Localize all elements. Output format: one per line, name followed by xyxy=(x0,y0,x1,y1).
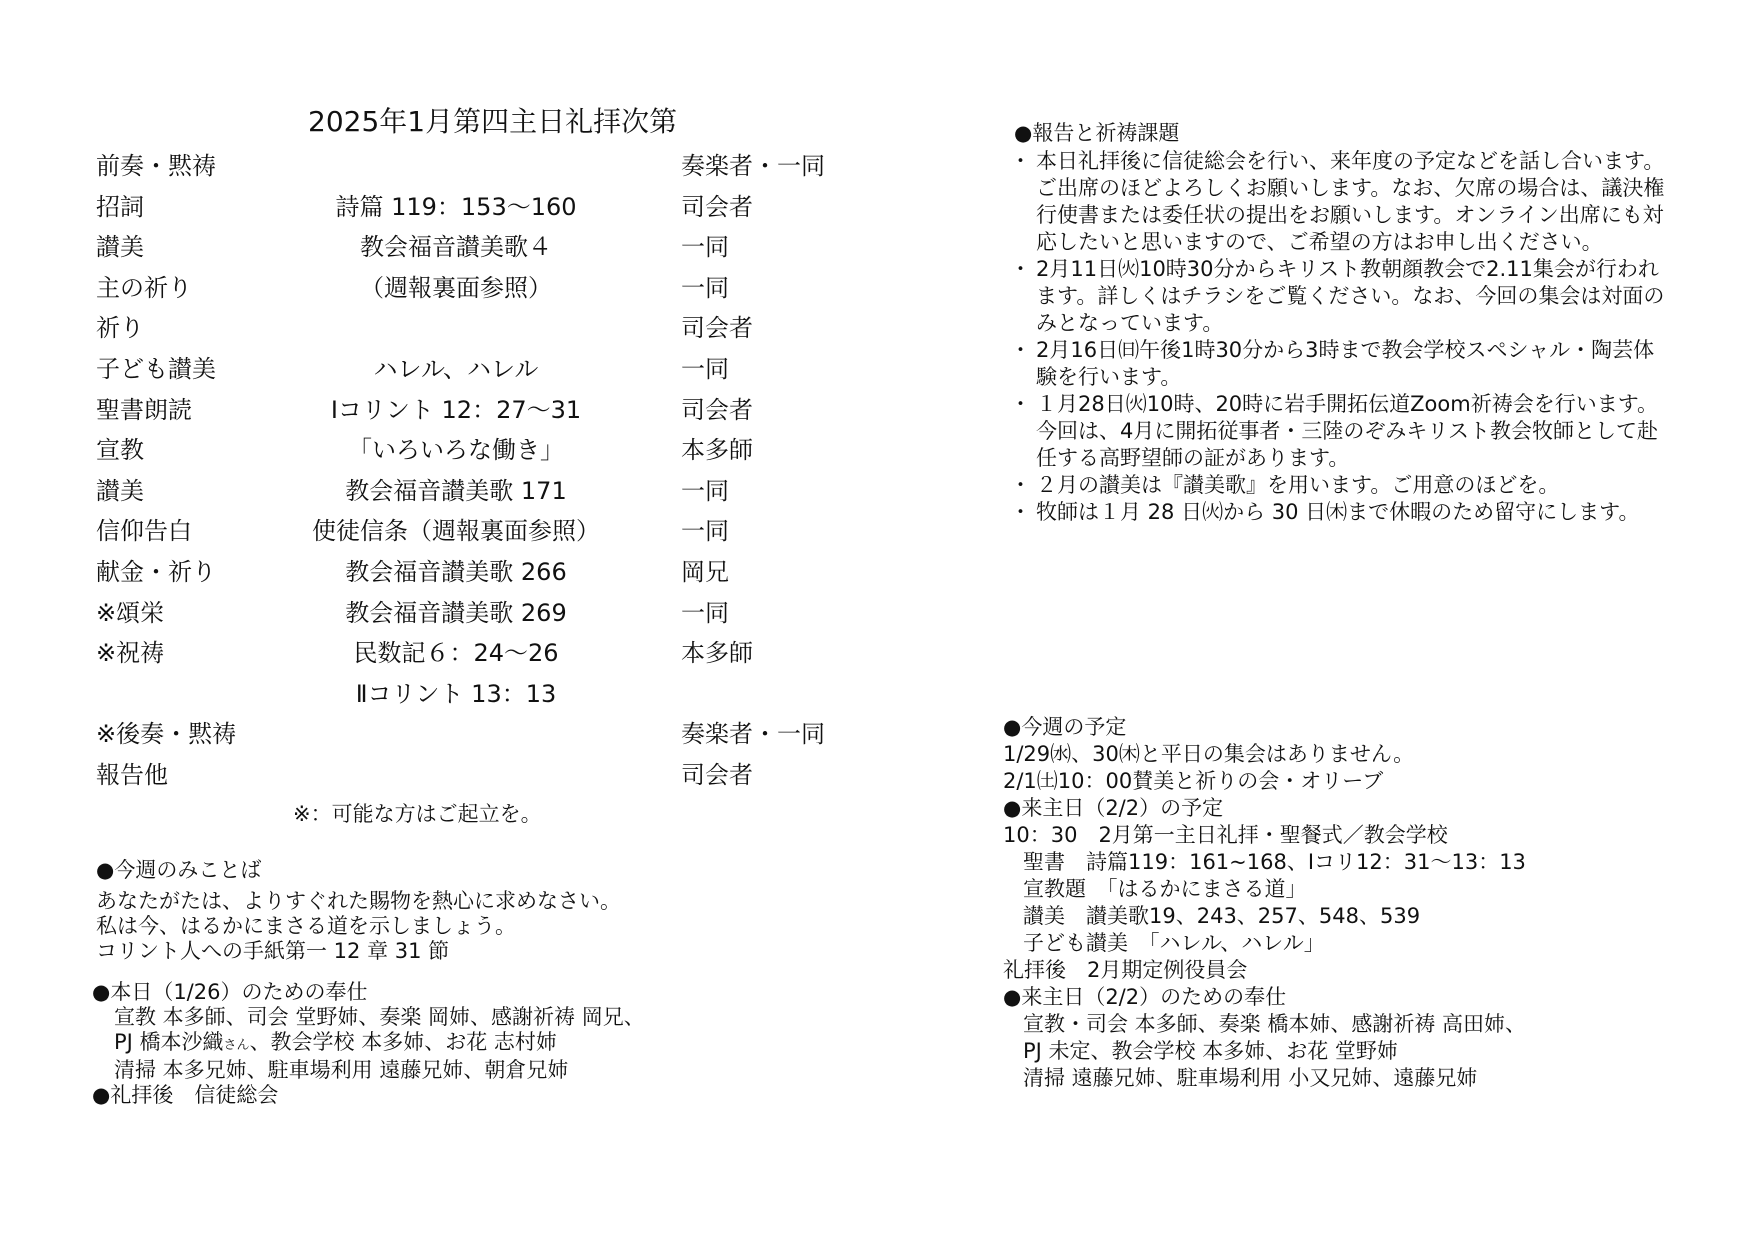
order-leader: 一同 xyxy=(681,233,729,262)
announcement-item: ・ 牧師は１月 28 日㈫から 30 日㈭まで休暇のため留守にします。 xyxy=(1014,499,1674,526)
order-content: （週報裏面参照） xyxy=(360,273,552,302)
announcements-list xyxy=(1014,148,1674,526)
order-leader: 司会者 xyxy=(681,761,753,789)
schedule-section xyxy=(1003,714,1526,1092)
order-part: 献金・祈り xyxy=(96,558,216,586)
order-part: 前奏・黙祷 xyxy=(96,152,216,180)
order-row xyxy=(96,146,856,186)
order-row xyxy=(96,755,856,795)
announcement-item: ・ １月28日㈫10時、20時に岩手開拓伝道Zoom祈祷会を行います。今回は、4月に開拓従事者・三陸のぞみキリスト教会牧師として赴任する高野望師の証があります。 xyxy=(1014,391,1674,472)
order-row xyxy=(96,552,856,592)
order-content: Ⅱコリント 13：13 xyxy=(355,679,557,708)
order-part: 招詞 xyxy=(96,192,144,221)
order-part: ※祝祷 xyxy=(96,639,165,668)
next-sunday-heading: ●来主日（2/2）の予定 xyxy=(1003,796,1224,820)
next-sunday-detail: 聖書 詩篇119：161~168、Ⅰコリ12：31～13：13 xyxy=(1023,850,1526,874)
order-row xyxy=(96,390,856,430)
order-row xyxy=(96,511,856,551)
word-line: あなたがたは、よりすぐれた賜物を熱心に求めなさい。 xyxy=(96,889,621,913)
order-leader: 奏楽者・一同 xyxy=(681,152,825,180)
week-schedule-line: 2/1㈯10：00賛美と祈りの会・オリーブ xyxy=(1003,769,1384,793)
announcements-heading: ●報告と祈祷課題 xyxy=(1014,121,1180,145)
service-today-rest: 、教会学校 本多姉、お花 志村姉 xyxy=(249,1030,557,1054)
word-heading: ●今週のみことば xyxy=(96,858,262,882)
order-leader: 一同 xyxy=(681,517,729,546)
order-content: 民数記６：24～26 xyxy=(353,639,559,668)
order-part: ※頌栄 xyxy=(96,598,165,627)
order-leader: 一同 xyxy=(681,476,729,505)
next-service-line: 宣教・司会 本多師、奏楽 橋本姉、感謝祈祷 高田姉、 xyxy=(1023,1012,1527,1036)
service-today-line: 清掃 本多兄姉、駐車場利用 遠藤兄姉、朝倉兄姉 xyxy=(114,1058,569,1082)
next-sunday-detail: 宣教題 「はるかにまさる道」 xyxy=(1023,877,1307,901)
order-row xyxy=(96,633,856,673)
order-leader: 本多師 xyxy=(681,436,753,465)
order-leader: 司会者 xyxy=(681,314,753,343)
order-row xyxy=(96,308,856,348)
order-row xyxy=(96,593,856,633)
order-part: 祈り xyxy=(96,314,144,343)
next-service-heading: ●来主日（2/2）のための奉仕 xyxy=(1003,985,1287,1009)
week-schedule-line: 1/29㈬、30㈭と平日の集会はありません。 xyxy=(1003,742,1415,766)
order-content: 教会福音讃美歌 269 xyxy=(345,598,567,627)
standing-note: ※：可能な方はご起立を。 xyxy=(293,802,542,826)
word-of-week xyxy=(96,858,621,964)
service-today xyxy=(92,980,645,1108)
pj-name: PJ 橋本沙織 xyxy=(114,1030,224,1054)
word-line: 私は今、はるかにまさる道を示しましょう。 xyxy=(96,914,516,938)
order-leader: 一同 xyxy=(681,273,729,302)
next-sunday-detail: 讃美 讃美歌19、243、257、548、539 xyxy=(1023,904,1421,928)
announcement-item: ・ 2月11日㈫10時30分からキリスト教朝顔教会で2.11集会が行われます。詳しくはチラシをご覧ください。なお、今回の集会は対面のみとなっています。 xyxy=(1014,256,1674,337)
order-row xyxy=(96,471,856,511)
order-part: 信仰告白 xyxy=(96,517,192,546)
announcement-item: ・ 2月16日㈰午後1時30分から3時まで教会学校スペシャル・陶芸体験を行います。 xyxy=(1014,337,1674,391)
order-part: 子ども讃美 xyxy=(96,355,216,383)
service-today-line: 宣教 本多師、司会 堂野姉、奏楽 岡姉、感謝祈祷 岡兄、 xyxy=(114,1005,645,1029)
honorific: さん xyxy=(223,1038,250,1053)
order-row xyxy=(96,227,856,267)
order-content: ハレル、ハレル xyxy=(373,355,539,383)
next-sunday-after: 礼拝後 2月期定例役員会 xyxy=(1003,958,1248,982)
order-part: 聖書朗読 xyxy=(96,395,192,424)
next-sunday-time: 10：30 2月第一主日礼拝・聖餐式／教会学校 xyxy=(1003,823,1448,847)
order-part: 讃美 xyxy=(96,233,144,262)
order-content: 「いろいろな働き」 xyxy=(348,436,564,465)
order-content: 教会福音讃美歌 171 xyxy=(345,476,567,505)
word-reference: コリント人への手紙第一 12 章 31 節 xyxy=(96,939,450,963)
order-row xyxy=(96,430,856,470)
announcement-item: ・ 本日礼拝後に信徒総会を行い、来年度の予定などを話し合います。ご出席のほどよろしくお願いします。なお、欠席の場合は、議決権行使書または委任状の提出をお願いします。オンライン出席にも対応したいと思いますので、ご希望の方はお申し出ください。 xyxy=(1014,148,1674,256)
order-leader: 一同 xyxy=(681,598,729,627)
order-row xyxy=(96,268,856,308)
order-row xyxy=(96,714,856,754)
page-title: 2025年1月第四主日礼拝次第 xyxy=(308,105,678,138)
order-part: 宣教 xyxy=(96,436,144,465)
next-sunday-detail: 子ども讃美 「ハレル、ハレル」 xyxy=(1023,931,1325,955)
order-leader: 司会者 xyxy=(681,192,753,221)
order-part: 報告他 xyxy=(96,761,168,789)
after-service: ●礼拝後 信徒総会 xyxy=(92,1083,279,1107)
order-row xyxy=(96,674,856,714)
service-today-heading: ●本日（1/26）のための奉仕 xyxy=(92,980,368,1004)
next-service-line: 清掃 遠藤兄姉、駐車場利用 小又兄姉、遠藤兄姉 xyxy=(1023,1066,1478,1090)
week-schedule-heading: ●今週の予定 xyxy=(1003,715,1127,739)
order-content: 詩篇 119：153～160 xyxy=(335,192,577,221)
order-leader: 司会者 xyxy=(681,395,753,424)
order-content: Ⅰコリント 12：27～31 xyxy=(330,395,582,424)
order-leader: 一同 xyxy=(681,355,729,383)
service-today-line xyxy=(92,1030,645,1058)
order-part: 主の祈り xyxy=(96,273,192,302)
order-leader: 奏楽者・一同 xyxy=(681,720,825,749)
announcement-item: ・ ２月の讃美は『讃美歌』を用います。ご用意のほどを。 xyxy=(1014,472,1674,499)
order-leader: 岡兄 xyxy=(681,558,729,586)
order-leader: 本多師 xyxy=(681,639,753,668)
order-part: 讃美 xyxy=(96,476,144,505)
order-row xyxy=(96,187,856,227)
order-part: ※後奏・黙祷 xyxy=(96,720,237,749)
order-content: 教会福音讃美歌 266 xyxy=(345,558,567,586)
order-content: 教会福音讃美歌４ xyxy=(360,233,552,262)
next-service-line: PJ 未定、教会学校 本多姉、お花 堂野姉 xyxy=(1023,1039,1398,1063)
order-row xyxy=(96,349,856,389)
order-content: 使徒信条（週報裏面参照） xyxy=(312,517,600,546)
